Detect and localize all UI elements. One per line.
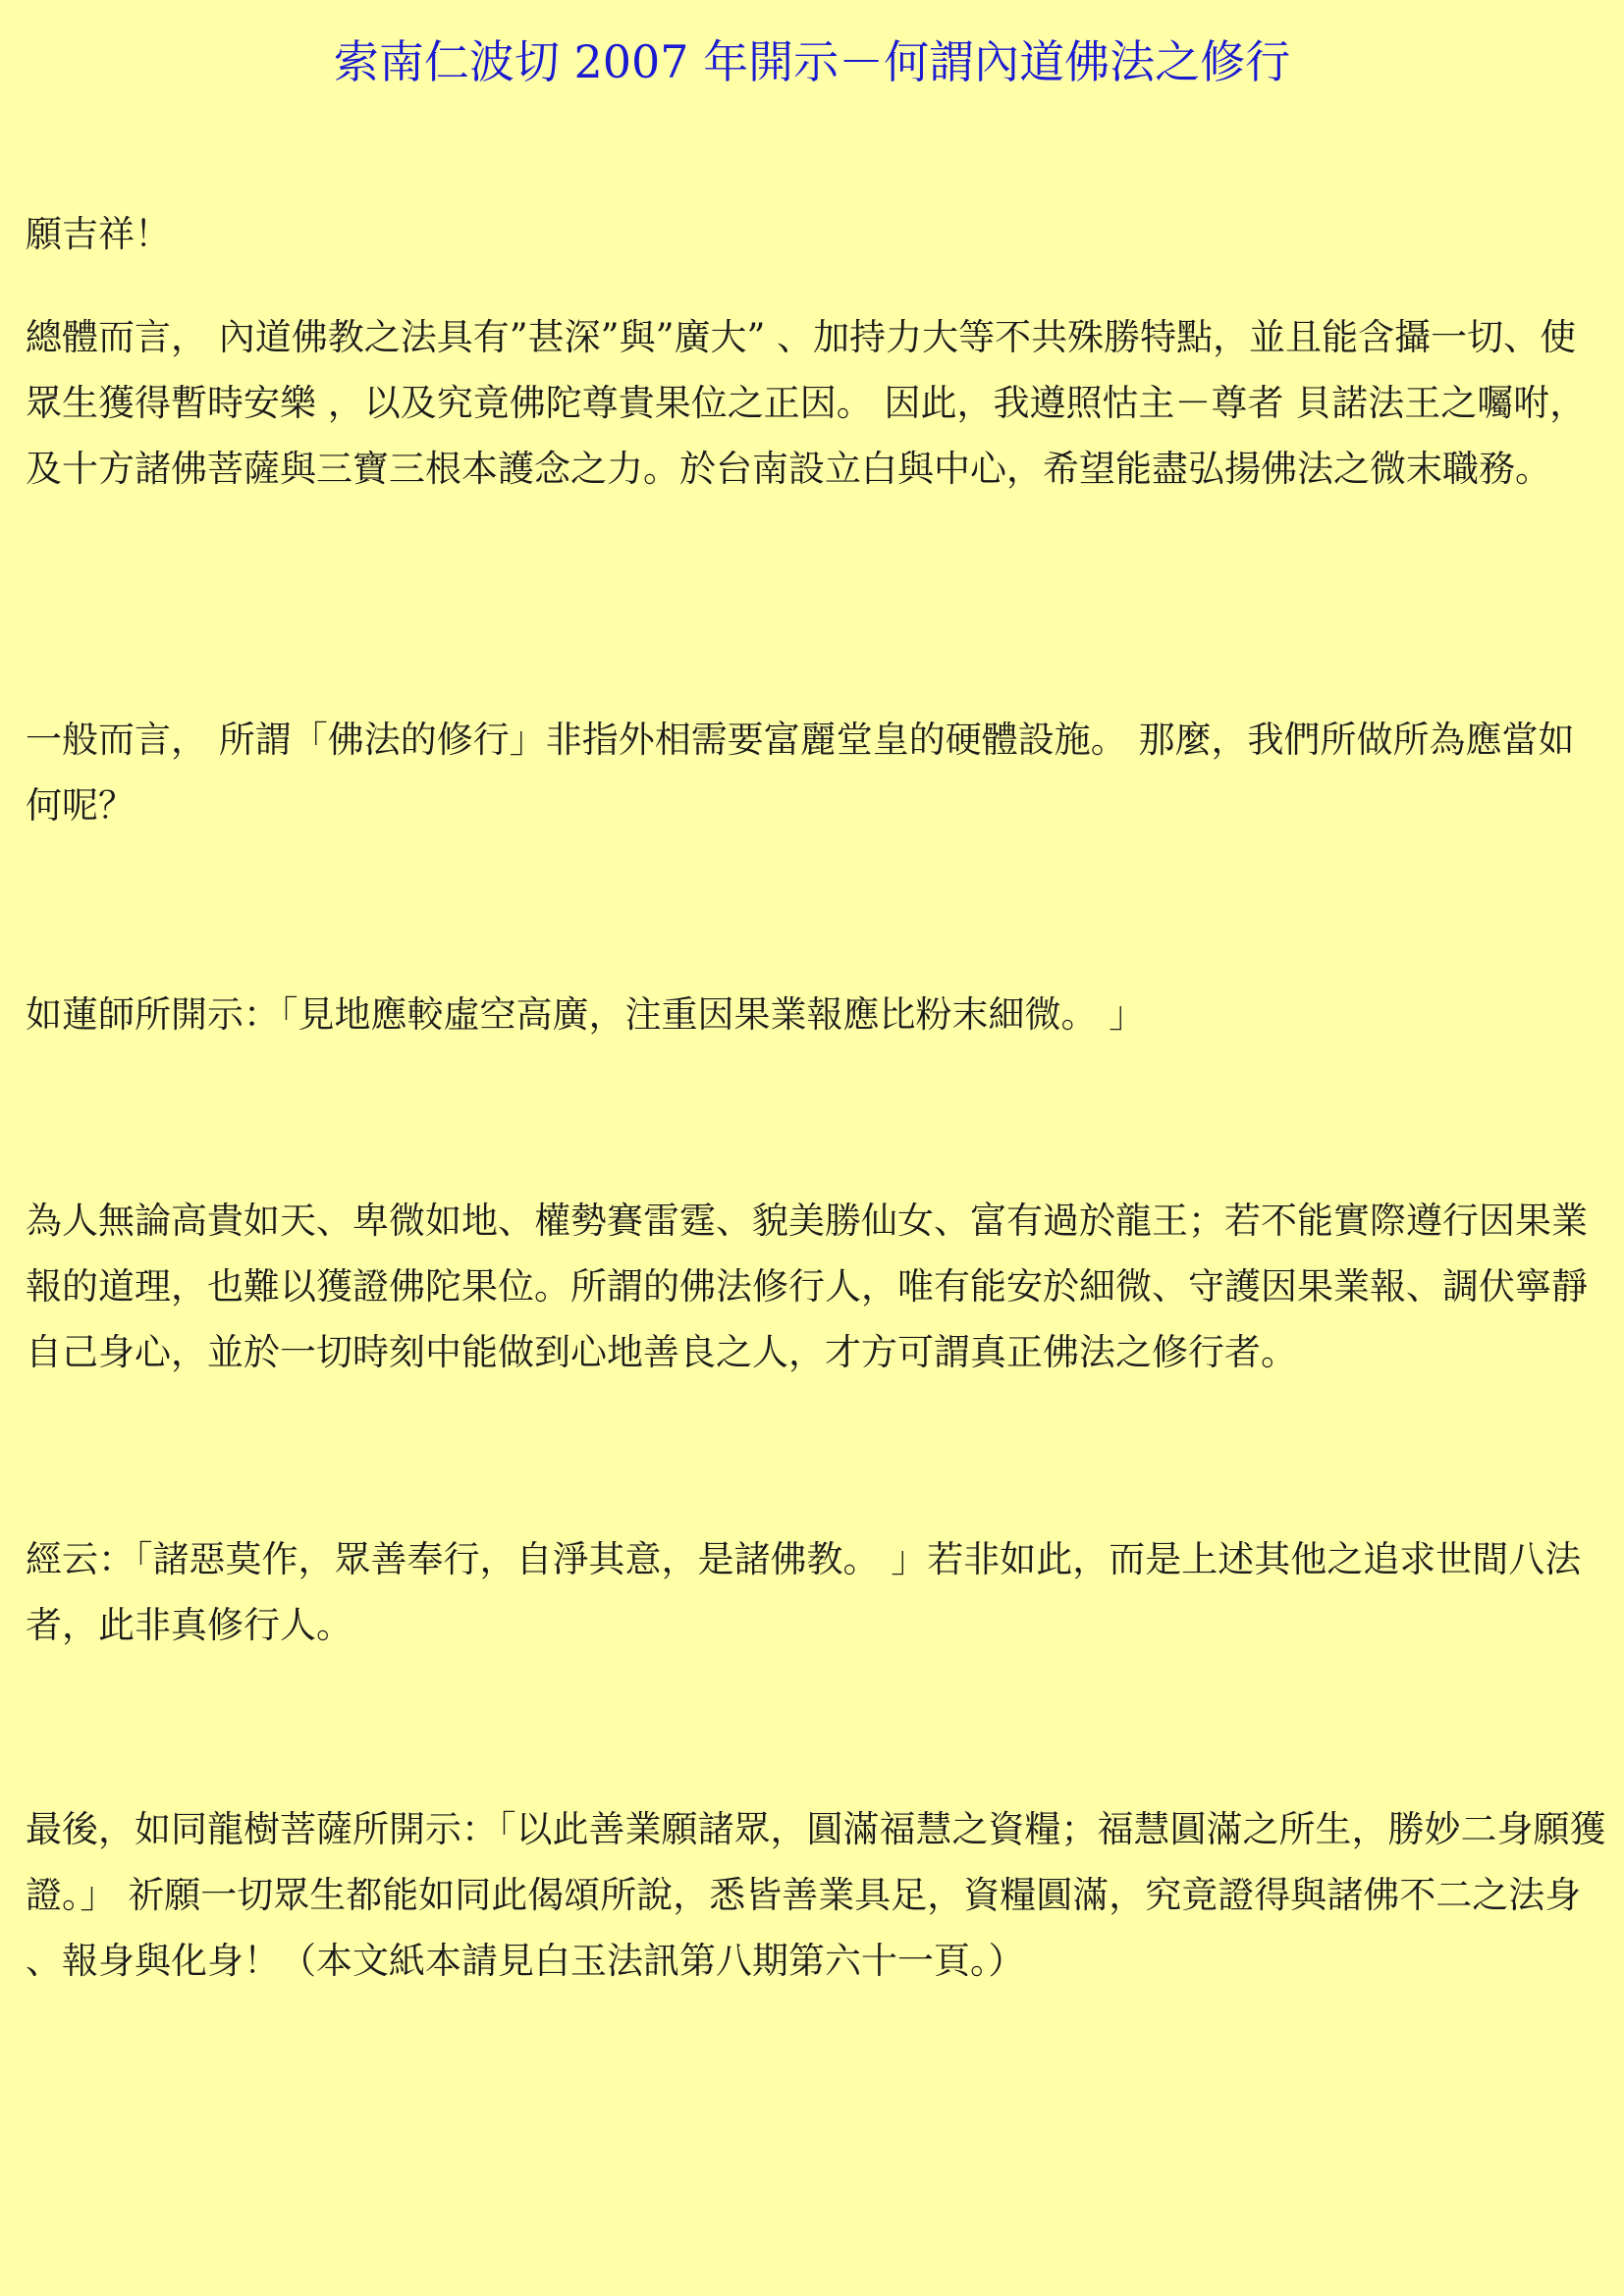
paragraph-karma: 為人無論高貴如天、卑微如地、權勢賽雷霆、貌美勝仙女、富有過於龍王；若不能實際遵行因果業報的道理，也難以獲證佛陀果位。所謂的佛法修行人，唯有能安於細微、守護因果業報、調伏寧靜自己身心，並於一切時刻中能做到心地善良之人，才方可謂真正佛法之修行者。	[26, 1200, 1588, 1373]
document-title: 索南仁波切 2007 年開示－何謂內道佛法之修行	[333, 35, 1291, 88]
paragraph-dedication: 最後，如同龍樹菩薩所開示：「以此善業願諸眾，圓滿福慧之資糧；福慧圓滿之所生，勝妙二身願獲證。」 祈願一切眾生都能如同此偈頌所說，悉皆善業具足，資糧圓滿，究竟證得與諸佛不二之法身、報身與化身！（本文紙本請見白玉法訊第八期第六十一頁。）	[26, 1808, 1606, 1982]
paragraph-practice-question: 一般而言， 所謂「佛法的修行」非指外相需要富麗堂皇的硬體設施。 那麼，我們所做所為應當如何呢？	[26, 719, 1575, 827]
greeting: 願吉祥！	[26, 213, 171, 255]
paragraph-guru-rinpoche-quote: 如蓮師所開示：「見地應較虛空高廣，注重因果業報應比粉末細微。 」	[26, 993, 1146, 1036]
paragraph-introduction: 總體而言， 內道佛教之法具有”甚深”與”廣大” 、加持力大等不共殊勝特點，並且能含攝一切、使眾生獲得暫時安樂 ，以及究竟佛陀尊貴果位之正因。 因此，我遵照怙主－尊者 貝諾法王之囑咐，及十方諸佛菩薩與三寶三根本護念之力。於台南設立白與中心，希望能盡弘揚佛法之微末職務。	[26, 316, 1587, 490]
paragraph-sutra-quote: 經云：「諸惡莫作，眾善奉行，自淨其意，是諸佛教。 」若非如此，而是上述其他之追求世間八法者，此非真修行人。	[26, 1538, 1582, 1646]
